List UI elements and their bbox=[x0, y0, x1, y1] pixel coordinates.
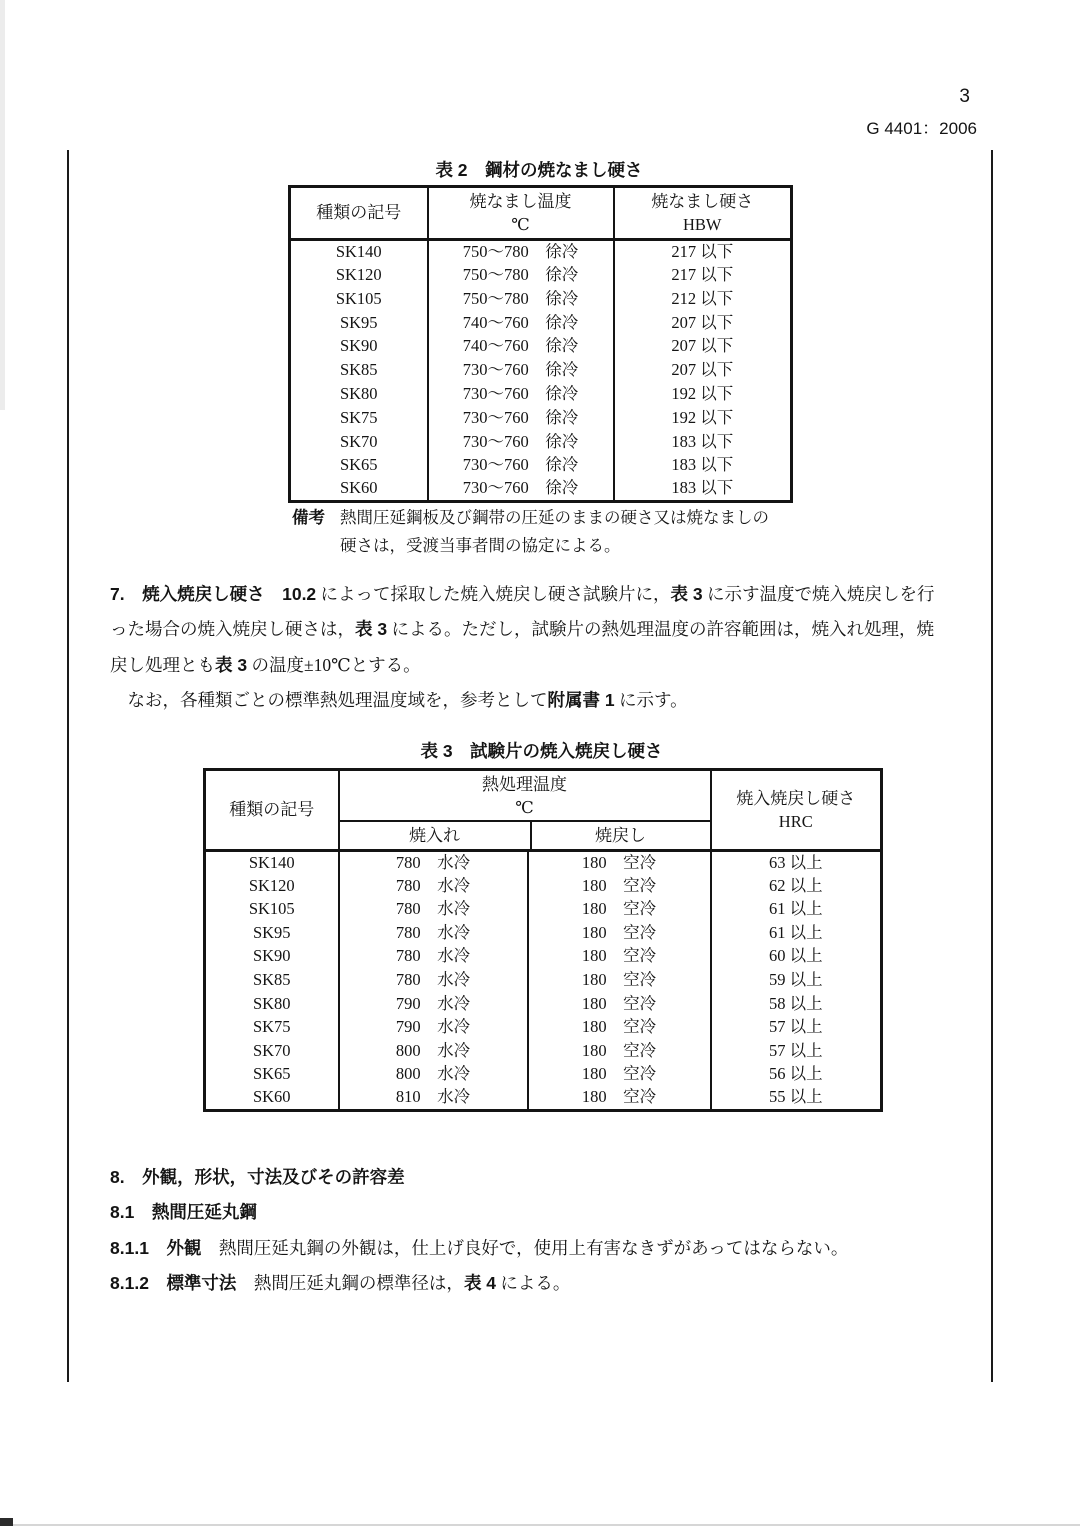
table2-header-row bbox=[290, 187, 792, 240]
page-number: 3 bbox=[959, 86, 970, 107]
table-cell: 780 水冷 bbox=[339, 874, 528, 898]
table-cell: 57 以上 bbox=[711, 1016, 882, 1040]
table-cell: SK65 bbox=[205, 1063, 339, 1087]
table-cell: 55 以上 bbox=[711, 1086, 882, 1110]
table-row bbox=[290, 406, 792, 430]
table-row bbox=[290, 287, 792, 311]
table-row bbox=[205, 874, 882, 898]
table2-body bbox=[290, 240, 792, 502]
table-cell: 180 空冷 bbox=[528, 1063, 711, 1087]
table-cell: 180 空冷 bbox=[528, 945, 711, 969]
table-row bbox=[205, 1086, 882, 1110]
table-row bbox=[290, 430, 792, 454]
table-row bbox=[205, 1063, 882, 1087]
table2-header-temperature: 焼なまし温度 ℃ bbox=[428, 187, 614, 240]
table-cell: 180 空冷 bbox=[528, 874, 711, 898]
table-cell: 790 水冷 bbox=[339, 1016, 528, 1040]
table-cell: SK60 bbox=[205, 1086, 339, 1110]
table-cell: 780 水冷 bbox=[339, 898, 528, 922]
section-7-line: った場合の焼入焼戻し硬さは，表 3 による。ただし，試験片の熱処理温度の許容範囲は，焼入れ処理，焼 bbox=[110, 619, 934, 640]
table-cell: SK80 bbox=[290, 382, 428, 406]
table-cell: 800 水冷 bbox=[339, 1063, 528, 1087]
table-cell: 58 以上 bbox=[711, 992, 882, 1016]
table3-header-heat-treatment bbox=[339, 770, 711, 851]
table-cell: 740～760 徐冷 bbox=[428, 311, 614, 335]
table-cell: 780 水冷 bbox=[339, 921, 528, 945]
table-cell: 750～780 徐冷 bbox=[428, 287, 614, 311]
table-cell: 180 空冷 bbox=[528, 992, 711, 1016]
table-cell: 800 水冷 bbox=[339, 1039, 528, 1063]
table-cell: 57 以上 bbox=[711, 1039, 882, 1063]
table-cell: 730～760 徐冷 bbox=[428, 477, 614, 501]
table-row bbox=[290, 454, 792, 478]
section-8-heading: 8. 外観，形状，寸法及びその許容差 bbox=[110, 1167, 405, 1187]
table-cell: SK95 bbox=[290, 311, 428, 335]
section-8-1-heading: 8.1 熱間圧延丸鋼 bbox=[110, 1202, 257, 1223]
table-cell: 62 以上 bbox=[711, 874, 882, 898]
table-row bbox=[290, 263, 792, 287]
table3-header-temperature: 熱処理温度 ℃ bbox=[340, 771, 710, 822]
table-cell: 750～780 徐冷 bbox=[428, 240, 614, 264]
table-row bbox=[290, 477, 792, 501]
scan-artifact-left-edge bbox=[0, 0, 5, 410]
table3-title: 表 3 試験片の焼入焼戻し硬さ bbox=[420, 741, 663, 761]
table3-header-row bbox=[205, 770, 882, 851]
table-row bbox=[205, 1016, 882, 1040]
table2-annealing-hardness bbox=[288, 185, 793, 503]
table2-note-text: 熱間圧延鋼板及び鋼帯の圧延のままの硬さ又は焼なましの 硬さは，受渡当事者間の協定による。 bbox=[340, 508, 769, 555]
table3-body bbox=[205, 851, 882, 1111]
table-cell: SK75 bbox=[205, 1016, 339, 1040]
section-8-block bbox=[110, 1160, 988, 1302]
table-cell: 750～780 徐冷 bbox=[428, 263, 614, 287]
table-cell: 780 水冷 bbox=[339, 851, 528, 875]
table-cell: 790 水冷 bbox=[339, 992, 528, 1016]
table-row bbox=[205, 851, 882, 875]
table-cell: SK80 bbox=[205, 992, 339, 1016]
table-cell: SK105 bbox=[290, 287, 428, 311]
table-cell: 217 以下 bbox=[614, 263, 792, 287]
table-row bbox=[290, 358, 792, 382]
table-cell: 60 以上 bbox=[711, 945, 882, 969]
section-8-1-2-line: 8.1.2 標準寸法 熱間圧延丸鋼の標準径は，表 4 による。 bbox=[110, 1273, 571, 1294]
table-cell: 780 水冷 bbox=[339, 945, 528, 969]
table-cell: SK90 bbox=[290, 335, 428, 359]
table-cell: SK95 bbox=[205, 921, 339, 945]
table-cell: 59 以上 bbox=[711, 968, 882, 992]
table-row bbox=[205, 921, 882, 945]
table2-note bbox=[292, 504, 794, 560]
table-cell: 61 以上 bbox=[711, 921, 882, 945]
table2-note-label: 備考 bbox=[292, 509, 325, 527]
table-cell: SK85 bbox=[205, 968, 339, 992]
table2-title: 表 2 鋼材の焼なまし硬さ bbox=[435, 160, 643, 180]
table-row bbox=[205, 945, 882, 969]
table-cell: SK75 bbox=[290, 406, 428, 430]
section-7-line: 7. 焼入焼戻し硬さ 10.2 によって採取した焼入焼戻し硬さ試験片に，表 3 に示す温度で焼入焼戻しを行 bbox=[110, 584, 935, 604]
table2-header-hardness: 焼なまし硬さ HBW bbox=[614, 187, 792, 240]
table-row bbox=[205, 992, 882, 1016]
table-cell: 217 以下 bbox=[614, 240, 792, 264]
table-cell: SK105 bbox=[205, 898, 339, 922]
table-cell: SK120 bbox=[205, 874, 339, 898]
table-row bbox=[205, 1039, 882, 1063]
table-cell: 730～760 徐冷 bbox=[428, 406, 614, 430]
table-cell: 730～760 徐冷 bbox=[428, 430, 614, 454]
table-cell: 730～760 徐冷 bbox=[428, 358, 614, 382]
table-cell: SK70 bbox=[290, 430, 428, 454]
table-cell: 183 以下 bbox=[614, 430, 792, 454]
page-margin-rule-right bbox=[991, 150, 993, 1382]
table-cell: 183 以下 bbox=[614, 477, 792, 501]
table-cell: 56 以上 bbox=[711, 1063, 882, 1087]
table-cell: SK65 bbox=[290, 454, 428, 478]
table-row bbox=[205, 898, 882, 922]
table-cell: 207 以下 bbox=[614, 311, 792, 335]
section-8-1-1-line: 8.1.1 外観 熱間圧延丸鋼の外観は，仕上げ良好で，使用上有害なきずがあってはならない。 bbox=[110, 1237, 849, 1258]
table-cell: 180 空冷 bbox=[528, 1039, 711, 1063]
table3-header-quench: 焼入れ bbox=[409, 825, 460, 845]
table-cell: 180 空冷 bbox=[528, 898, 711, 922]
table-cell: 207 以下 bbox=[614, 335, 792, 359]
table-row bbox=[290, 382, 792, 406]
table3-header-kind: 種類の記号 bbox=[205, 770, 339, 851]
table-cell: SK85 bbox=[290, 358, 428, 382]
table2-header-kind: 種類の記号 bbox=[290, 187, 428, 240]
table-cell: SK60 bbox=[290, 477, 428, 501]
table-cell: 180 空冷 bbox=[528, 921, 711, 945]
table-cell: 212 以下 bbox=[614, 287, 792, 311]
section-7-paragraph bbox=[110, 577, 988, 719]
table3-quench-temper-hardness bbox=[203, 768, 883, 1112]
scan-artifact-bottom-corner bbox=[0, 1518, 13, 1526]
section-7-line: 戻し処理とも表 3 の温度±10℃とする。 bbox=[110, 654, 421, 675]
table-cell: 740～760 徐冷 bbox=[428, 335, 614, 359]
table-cell: 180 空冷 bbox=[528, 1016, 711, 1040]
table-cell: 192 以下 bbox=[614, 382, 792, 406]
table-cell: 63 以上 bbox=[711, 851, 882, 875]
table-cell: SK140 bbox=[205, 851, 339, 875]
table-row bbox=[205, 968, 882, 992]
section-7-line: なお，各種類ごとの標準熱処理温度域を，参考として附属書 1 に示す。 bbox=[110, 690, 688, 711]
table-cell: 180 空冷 bbox=[528, 851, 711, 875]
table3-header-hardness: 焼入焼戻し硬さ HRC bbox=[711, 770, 882, 851]
table-cell: 780 水冷 bbox=[339, 968, 528, 992]
table-row bbox=[290, 240, 792, 264]
table-cell: 730～760 徐冷 bbox=[428, 454, 614, 478]
page-margin-rule-left bbox=[67, 150, 69, 1382]
table-cell: 192 以下 bbox=[614, 406, 792, 430]
table-row bbox=[290, 335, 792, 359]
standard-code: G 4401：2006 bbox=[866, 119, 977, 138]
table-cell: 61 以上 bbox=[711, 898, 882, 922]
table-cell: 183 以下 bbox=[614, 454, 792, 478]
table-cell: 180 空冷 bbox=[528, 968, 711, 992]
table-row bbox=[290, 311, 792, 335]
table-cell: 810 水冷 bbox=[339, 1086, 528, 1110]
table3-header-temper: 焼戻し bbox=[530, 822, 710, 849]
table-cell: 207 以下 bbox=[614, 358, 792, 382]
table-cell: SK120 bbox=[290, 263, 428, 287]
table-cell: 180 空冷 bbox=[528, 1086, 711, 1110]
table-cell: SK140 bbox=[290, 240, 428, 264]
table-cell: SK90 bbox=[205, 945, 339, 969]
table-cell: SK70 bbox=[205, 1039, 339, 1063]
table-cell: 730～760 徐冷 bbox=[428, 382, 614, 406]
